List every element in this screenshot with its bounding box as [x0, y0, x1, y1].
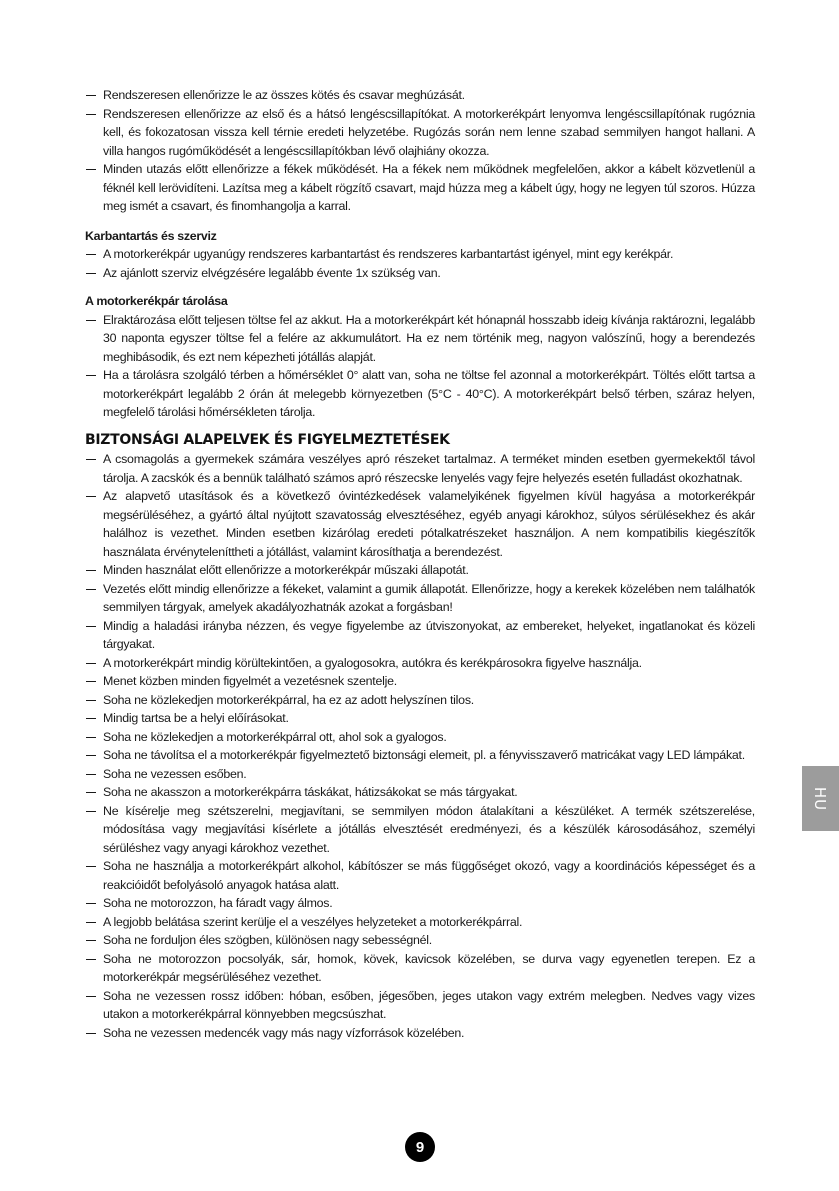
- list-item: Soha ne forduljon éles szögben, különösen nagy sebességnél.: [85, 931, 755, 950]
- list-item: Soha ne motorozzon pocsolyák, sár, homok, kövek, kavicsok közelében, se durva vagy egyenetlen terepen. Ez a motorkerékpár megsérüléséhez vezethet.: [85, 950, 755, 987]
- list-item: Az alapvető utasítások és a következő óvintézkedések valamelyikének figyelmen kívül hagyása a motorkerékpár megsérüléséhez, a gyártó által nyújtott szavatosság elvesztéséhez, egyéb anyagi károkhoz, súlyos sérülésekhez és akár halálhoz is vezethet. Minden esetben kizárólag eredeti pótalkatrészeket használjon. A nem kompatibilis kiegészítők használata érvényteleníttheti a jótállást, valamint károsíthatja a berendezést.: [85, 487, 755, 561]
- list-item: Soha ne használja a motorkerékpárt alkohol, kábítószer se más függőséget okozó, vagy a koordinációs képességet és a reakcióidőt befolyásoló anyagok hatása alatt.: [85, 857, 755, 894]
- list-item: Soha ne közlekedjen a motorkerékpárral ott, ahol sok a gyalogos.: [85, 728, 755, 747]
- list-item: Minden utazás előtt ellenőrizze a fékek működését. Ha a fékek nem működnek megfelelően, akkor a kábelt közvetlenül a féknél kell lerövidíteni. Lazítsa meg a kábelt rögzítő csavart, majd húzza meg a kábelt úgy, hogy ne legyen túl szoros. Húzza meg ismét a csavart, és finomhangolja a karral.: [85, 160, 755, 216]
- list-item: Mindig tartsa be a helyi előírásokat.: [85, 709, 755, 728]
- list-item: A motorkerékpár ugyanúgy rendszeres karbantartást és rendszeres karbantartást igényel, mint egy kerékpár.: [85, 245, 755, 264]
- safety-list: [85, 450, 755, 1042]
- list-item: Soha ne vezessen rossz időben: hóban, esőben, jégesőben, jeges utakon vagy extrém melegben. Nedves vagy vizes utakon a motorkerékpárral könnyebben megcsúszhat.: [85, 987, 755, 1024]
- language-tab-label: HU: [811, 786, 830, 811]
- list-item: Ne kísérelje meg szétszerelni, megjavítani, se semmilyen módon átalakítani a készüléket. A termék szétszerelése, módosítása vagy megjavítási kísérlete a jótállás elvesztését eredményezi, és a készülék károsodásához, személyi sérüléshez vagy anyagi károkhoz vezethet.: [85, 802, 755, 858]
- list-item: Vezetés előtt mindig ellenőrizze a fékeket, valamint a gumik állapotát. Ellenőrizze, hogy a kerekek közelében nem találhatók semmilyen tárgyak, amelyek akadályozhatnák azokat a forgásban!: [85, 580, 755, 617]
- list-item: Minden használat előtt ellenőrizze a motorkerékpár műszaki állapotát.: [85, 561, 755, 580]
- list-item: A csomagolás a gyermekek számára veszélyes apró részeket tartalmaz. A terméket minden esetben gyermekektől távol tárolja. A zacskók és a bennük található számos apró részecske lenyelés vagy fejre helyezés esetén fulladást okozhatnak.: [85, 450, 755, 487]
- list-item: Az ajánlott szerviz elvégzésére legalább évente 1x szükség van.: [85, 264, 755, 283]
- page-number-badge: [405, 1132, 435, 1162]
- list-item: Rendszeresen ellenőrizze az első és a hátsó lengéscsillapítókat. A motorkerékpárt lenyomva lengéscsillapítónak rugóznia kell, és fokozatosan vissza kell térnie eredeti helyzetébe. Rugózás során nem lenne szabad semmilyen hangot hallani. A villa hangos rugóműködését a lengéscsillapítókban lévő olajhiány okozza.: [85, 105, 755, 161]
- list-item: Ha a tárolásra szolgáló térben a hőmérséklet 0° alatt van, soha ne töltse fel azonnal a motorkerékpárt. Töltés előtt tartsa a motorkerékpárt legalább 2 órán át melegebb környezetben (5°C - 40°C). A motorkerékpárt belső térben, száraz helyen, megfelelő tárolási hőmérsékleten tárolja.: [85, 366, 755, 422]
- list-item: Soha ne akasszon a motorkerékpárra táskákat, hátizsákokat se más tárgyakat.: [85, 783, 755, 802]
- maintenance-heading: Karbantartás és szerviz: [85, 228, 217, 243]
- list-item: Soha ne motorozzon, ha fáradt vagy álmos.: [85, 894, 755, 913]
- list-item: Soha ne közlekedjen motorkerékpárral, ha ez az adott helyszínen tilos.: [85, 691, 755, 710]
- list-item: Rendszeresen ellenőrizze le az összes kötés és csavar meghúzását.: [85, 86, 755, 105]
- list-item: Mindig a haladási irányba nézzen, és vegye figyelembe az útviszonyokat, az embereket, helyeket, ingatlanokat és közeli tárgyakat.: [85, 617, 755, 654]
- list-item: Elraktározása előtt teljesen töltse fel az akkut. Ha a motorkerékpárt két hónapnál hosszabb ideig kívánja raktározni, legalább 30 naponta egyszer töltse fel a felére az akkumulátort. Ha ez nem történik meg, nagyon valószínű, hogy a berendezés meghibásodik, és ezt nem képezheti jótállás alapját.: [85, 311, 755, 367]
- language-tab: [802, 766, 839, 831]
- storage-list: [85, 311, 755, 422]
- safety-section-title: BIZTONSÁGI ALAPELVEK ÉS FIGYELMEZTETÉSEK: [85, 431, 450, 448]
- list-item: Soha ne távolítsa el a motorkerékpár figyelmeztető biztonsági elemeit, pl. a fényvisszaverő matricákat vagy LED lámpákat.: [85, 746, 755, 765]
- intro-list: [85, 86, 755, 216]
- list-item: Soha ne vezessen medencék vagy más nagy vízforrások közelében.: [85, 1024, 755, 1043]
- storage-heading: A motorkerékpár tárolása: [85, 294, 228, 308]
- list-item: Menet közben minden figyelmét a vezetésnek szentelje.: [85, 672, 755, 691]
- list-item: Soha ne vezessen esőben.: [85, 765, 755, 784]
- list-item: A motorkerékpárt mindig körültekintően, a gyalogosokra, autókra és kerékpárosokra figyelve használja.: [85, 654, 755, 673]
- document-page: [85, 86, 755, 1042]
- page-number: 9: [415, 1138, 425, 1156]
- maintenance-list: [85, 245, 755, 282]
- list-item: A legjobb belátása szerint kerülje el a veszélyes helyzeteket a motorkerékpárral.: [85, 913, 755, 932]
